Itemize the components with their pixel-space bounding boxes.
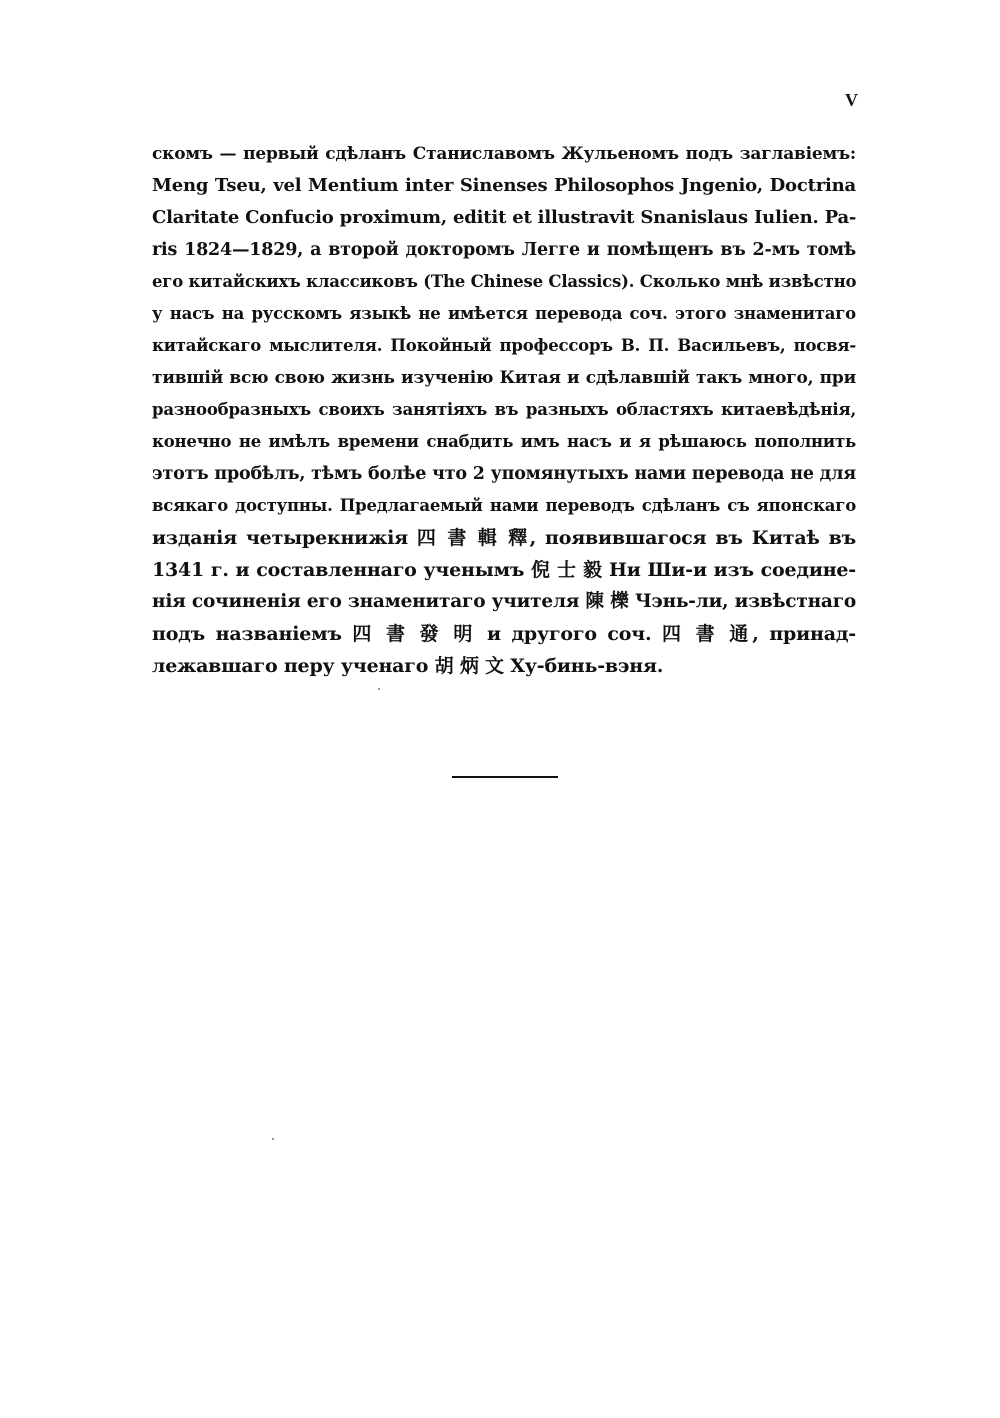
- text-line: у насъ на русскомъ языкѣ не имѣется перевода соч. этого знаменитаго: [152, 304, 856, 323]
- text-line: скомъ — первый сдѣланъ Станиславомъ Жульеномъ подъ заглавіемъ:: [152, 144, 856, 164]
- text-line: всякаго доступны. Предлагаемый нами переводъ сдѣланъ съ японскаго: [152, 496, 856, 515]
- page-number: V: [845, 90, 858, 110]
- text-line: ris 1824—1829, а второй докторомъ Легге и помѣщенъ въ 2-мъ томѣ: [152, 240, 856, 260]
- text-line: китайскаго мыслителя. Покойный профессоръ В. П. Васильевъ, посвя-: [152, 336, 856, 355]
- text-line: Meng Tseu, vel Mentium inter Sinenses Philosophos Jngenio, Doctrina: [152, 175, 856, 196]
- text-line: подъ названіемъ 四 書 發 明 и другого соч. 四 書 通, принад-: [152, 623, 856, 645]
- scan-speck: [272, 1138, 274, 1140]
- text-line: Claritate Confucio proximum, editit et illustravit Snanislaus Iulien. Pa-: [152, 207, 857, 228]
- text-line: изданія четырекнижія 四 書 輯 釋, появившагося въ Китаѣ въ: [152, 527, 856, 549]
- text-line: конечно не имѣлъ времени снабдить имъ насъ и я рѣшаюсь пополнить: [152, 432, 856, 451]
- text-line: 1341 г. и составленнаго ученымъ 倪 士 毅 Ни Ши-и изъ соедине-: [152, 559, 856, 581]
- text-line: его китайскихъ классиковъ (The Chinese Classics). Сколько мнѣ извѣстно: [152, 272, 857, 291]
- section-divider: [452, 776, 558, 778]
- text-line: тившій всю свою жизнь изученію Китая и сдѣлавшій такъ много, при: [152, 368, 856, 388]
- body-paragraph: [152, 138, 856, 682]
- scan-speck: [378, 688, 380, 690]
- text-line-last: лежавшаго перу ученаго 胡 炳 文 Ху-бинь-вэня.: [152, 655, 664, 677]
- text-line: разнообразныхъ своихъ занятіяхъ въ разныхъ областяхъ китаевѣдѣнія,: [152, 400, 856, 419]
- text-line: нія сочиненія его знаменитаго учителя 陳 櫟 Чэнь-ли, извѣстнаго: [152, 591, 856, 612]
- text-line: этотъ пробѣлъ, тѣмъ болѣе что 2 упомянутыхъ нами перевода не для: [152, 464, 856, 484]
